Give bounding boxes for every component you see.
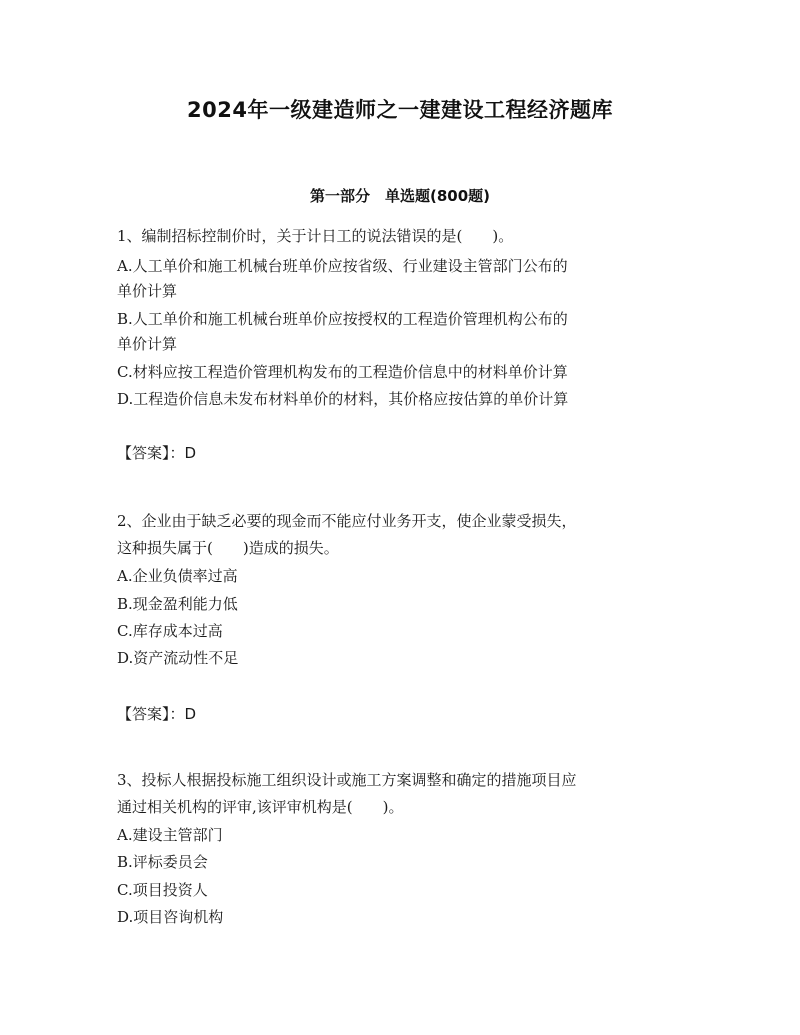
question-1-option-b-line-2: 单价计算 bbox=[117, 335, 178, 353]
question-3-stem-line-2: 通过相关机构的评审,该评审机构是( )。 bbox=[117, 798, 404, 816]
question-3-option-a: A.建设主管部门 bbox=[117, 826, 223, 844]
question-3-stem-line-1: 3、投标人根据投标施工组织设计或施工方案调整和确定的措施项目应 bbox=[117, 771, 577, 789]
question-3-option-d: D.项目咨询机构 bbox=[117, 908, 224, 926]
question-1-option-c: C.材料应按工程造价管理机构发布的工程造价信息中的材料单价计算 bbox=[117, 363, 568, 381]
question-1-answer: 【答案】：D bbox=[117, 444, 197, 462]
question-2-option-c: C.库存成本过高 bbox=[117, 622, 223, 640]
question-3-option-c: C.项目投资人 bbox=[117, 881, 208, 899]
question-2-option-b: B.现金盈利能力低 bbox=[117, 595, 238, 613]
question-1-option-b-line-1: B.人工单价和施工机械台班单价应按授权的工程造价管理机构公布的 bbox=[117, 310, 568, 328]
question-1-option-d: D.工程造价信息未发布材料单价的材料，其价格应按估算的单价计算 bbox=[117, 390, 569, 408]
question-2-stem-line-1: 2、企业由于缺乏必要的现金而不能应付业务开支，使企业蒙受损失， bbox=[117, 512, 577, 530]
question-1-stem-line-1: 1、编制招标控制价时，关于计日工的说法错误的是( )。 bbox=[117, 227, 514, 245]
question-3-option-b: B.评标委员会 bbox=[117, 853, 208, 871]
question-2-stem-line-2: 这种损失属于( )造成的损失。 bbox=[117, 539, 339, 557]
question-2-answer: 【答案】：D bbox=[117, 705, 197, 723]
question-2-option-a: A.企业负债率过高 bbox=[117, 567, 238, 585]
section-title: 第一部分 单选题(800题) bbox=[309, 187, 491, 205]
question-2-option-d: D.资产流动性不足 bbox=[117, 649, 239, 667]
question-1-option-a-line-1: A.人工单价和施工机械台班单价应按省级、行业建设主管部门公布的 bbox=[117, 257, 568, 275]
page-title: 2024年一级建造师之一建建设工程经济题库 bbox=[187, 98, 613, 122]
question-1-option-a-line-2: 单价计算 bbox=[117, 282, 178, 300]
